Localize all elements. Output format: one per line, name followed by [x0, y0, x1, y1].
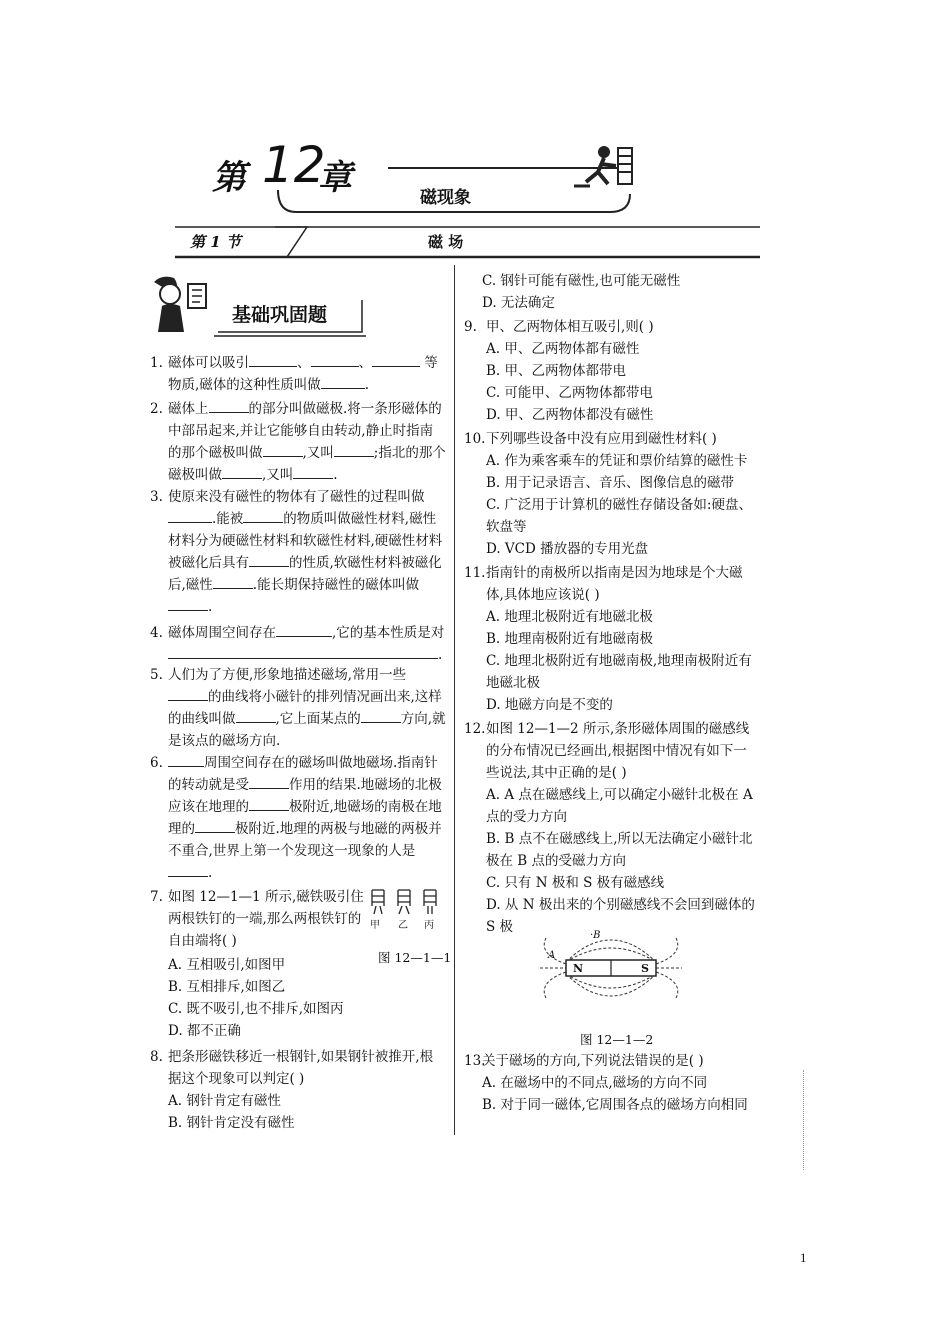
question-2 — [150, 398, 446, 486]
question-text: 如图 12—1—1 所示,磁铁吸引住两根铁钉的一端,那么两根铁钉的自由端将( ) — [168, 889, 364, 949]
question-text: 磁体周围空间存在 ,它的基本性质是对. — [168, 622, 446, 666]
figure-12-1-1-caption: 图 12—1—1 — [378, 950, 452, 965]
question-text: 磁体可以吸引 、 、 等物质,磁体的这种性质叫做 . — [168, 352, 446, 396]
fig1-label-yi: 乙 — [398, 920, 408, 931]
question-text: 把条形磁铁移近一根钢针,如果钢针被推开,根据这个现象可以判定( ) — [168, 1049, 434, 1087]
fig2-label-s: S — [641, 962, 649, 975]
badge-title: 基础巩固题 — [232, 304, 328, 326]
option-b: B. B 点不在磁感线上,所以无法确定小磁针北极在 B 点的受磁力方向 — [486, 831, 753, 869]
option-c: C. 钢针可能有磁性,也可能无磁性 — [482, 273, 681, 289]
chapter-title: 磁现象 — [420, 188, 471, 208]
option-c: C. 广泛用于计算机的磁性存储设备如:硬盘、软盘等 — [486, 497, 752, 535]
question-number: 11. — [464, 565, 486, 581]
student-reading-icon — [148, 272, 218, 338]
question-3 — [150, 486, 446, 618]
question-number: 5. — [150, 667, 163, 683]
question-number: 9. — [464, 319, 477, 335]
question-number: 1. — [150, 355, 163, 371]
option-d: D. 地磁方向是不变的 — [486, 697, 613, 713]
section-bar — [175, 225, 760, 261]
option-b: B. 地理南极附近有地磁南极 — [486, 631, 654, 647]
question-number: 12. — [464, 721, 486, 737]
question-8 — [150, 1046, 446, 1134]
option-b: B. 用于记录语言、音乐、图像信息的磁带 — [486, 475, 735, 491]
question-12 — [464, 718, 760, 938]
question-text: 下列哪些设备中没有应用到磁性材料( ) — [486, 431, 717, 447]
option-c: C. 地理北极附近有地磁南极,地理南极附近有地磁北极 — [486, 653, 752, 691]
question-text: 甲、乙两物体相互吸引,则( ) — [486, 319, 654, 335]
option-d: D. VCD 播放器的专用光盘 — [486, 541, 649, 557]
option-a: A. 钢针肯定有磁性 — [168, 1093, 281, 1109]
question-text: 关于磁场的方向,下列说法错误的是( ) — [482, 1053, 704, 1069]
option-b: B. 互相排斥,如图乙 — [168, 979, 286, 995]
fig2-label-a: A — [548, 950, 556, 961]
figure-12-1-2 — [536, 924, 686, 1014]
question-10 — [464, 428, 760, 560]
question-number: 8. — [150, 1049, 163, 1065]
chapter-suffix: 章 — [318, 158, 352, 198]
figure-12-1-2-caption: 图 12—1—2 — [580, 1032, 654, 1047]
question-4 — [150, 622, 446, 666]
option-c: C. 可能甲、乙两物体都带电 — [486, 385, 653, 401]
option-c: C. 只有 N 极和 S 极有磁感线 — [486, 875, 665, 891]
option-a: A. 作为乘客乘车的凭证和票价结算的磁性卡 — [486, 453, 748, 469]
question-11 — [464, 562, 760, 716]
question-text: 人们为了方便,形象地描述磁场,常用一些的曲线将小磁针的排列情况画出来,这样的曲线叫做 ,它上面某点的 方向,就是该点的磁场方向. — [168, 667, 446, 749]
question-text: 如图 12—1—2 所示,条形磁体周围的磁感线的分布情况已经画出,根据图中情况有如下一些说法,其中正确的是( ) — [486, 721, 750, 781]
option-d: D. 从 N 极出来的个别磁感线不会回到磁体的 S 极 — [486, 897, 755, 935]
page-number: 1 — [800, 1250, 807, 1265]
question-text: 磁体上 的部分叫做磁极.将一条形磁体的中部吊起来,并让它能够自由转动,静止时指南的那个磁极叫做 ,又叫 ;指北的那个磁极叫做 ,又叫 . — [168, 398, 446, 486]
option-b: B. 甲、乙两物体都带电 — [486, 363, 627, 379]
question-text: 指南针的南极所以指南是因为地球是个大磁体,具体地应该说( ) — [486, 565, 743, 603]
question-7-options — [150, 954, 440, 1042]
chapter-number: 12 — [262, 136, 326, 194]
option-a: A. 甲、乙两物体都有磁性 — [486, 341, 640, 357]
chapter-prefix: 第 — [212, 158, 246, 198]
badge-frame — [212, 296, 372, 338]
question-13 — [464, 1050, 764, 1116]
question-number: 2. — [150, 401, 163, 417]
question-number: 10. — [464, 431, 486, 447]
question-number: 6. — [150, 755, 163, 771]
question-1 — [150, 352, 446, 396]
section-title: 磁 场 — [428, 233, 464, 251]
question-7 — [150, 886, 365, 952]
question-5 — [150, 664, 446, 752]
question-6 — [150, 752, 446, 884]
question-8-continued — [464, 270, 764, 314]
fig2-label-n: N — [573, 962, 584, 975]
man-carrying-books-icon — [568, 142, 640, 192]
question-9 — [464, 316, 760, 426]
question-number: 4. — [150, 625, 163, 641]
option-d: D. 甲、乙两物体都没有磁性 — [486, 407, 654, 423]
option-b: B. 对于同一磁体,它周围各点的磁场方向相同 — [482, 1097, 748, 1113]
question-text: 周围空间存在的磁场叫做地磁场.指南针的转动就是受 作用的结果.地磁场的北极应该在地理的 极附近,地磁场的南极在地理的 极附近.地理的两极与地磁的两极并不重合,世界上第一个发现这一现象的人是. — [168, 752, 446, 884]
option-d: D. 无法确定 — [482, 295, 555, 311]
column-divider — [454, 265, 455, 1135]
fig2-label-b: ·B — [590, 930, 601, 941]
question-number: 7. — [150, 889, 163, 905]
option-a: A. A 点在磁感线上,可以确定小磁针北极在 A 点的受力方向 — [486, 787, 753, 825]
fig1-label-bing: 丙 — [424, 920, 434, 931]
section-label: 第 1 节 — [190, 233, 241, 251]
option-a: A. 互相吸引,如图甲 — [168, 957, 286, 973]
option-a: A. 地理北极附近有地磁北极 — [486, 609, 653, 625]
option-d: D. 都不正确 — [168, 1023, 241, 1039]
option-a: A. 在磁场中的不同点,磁场的方向不同 — [482, 1075, 708, 1091]
question-number: 3. — [150, 489, 163, 505]
fig1-label-jia: 甲 — [370, 920, 380, 931]
scan-edge-line — [803, 1070, 805, 1170]
question-text: 使原来没有磁性的物体有了磁性的过程叫做.能被 的物质叫做磁性材料,磁性材料分为硬磁性材料和软磁性材料,硬磁性材料被磁化后具有 的性质,软磁性材料被磁化后,磁性 .能长期保持磁性的磁体叫做. — [168, 489, 443, 615]
option-c: C. 既不吸引,也不排斥,如图丙 — [168, 1001, 344, 1017]
option-b: B. 钢针肯定没有磁性 — [168, 1115, 295, 1131]
question-number: 13. — [464, 1053, 486, 1069]
